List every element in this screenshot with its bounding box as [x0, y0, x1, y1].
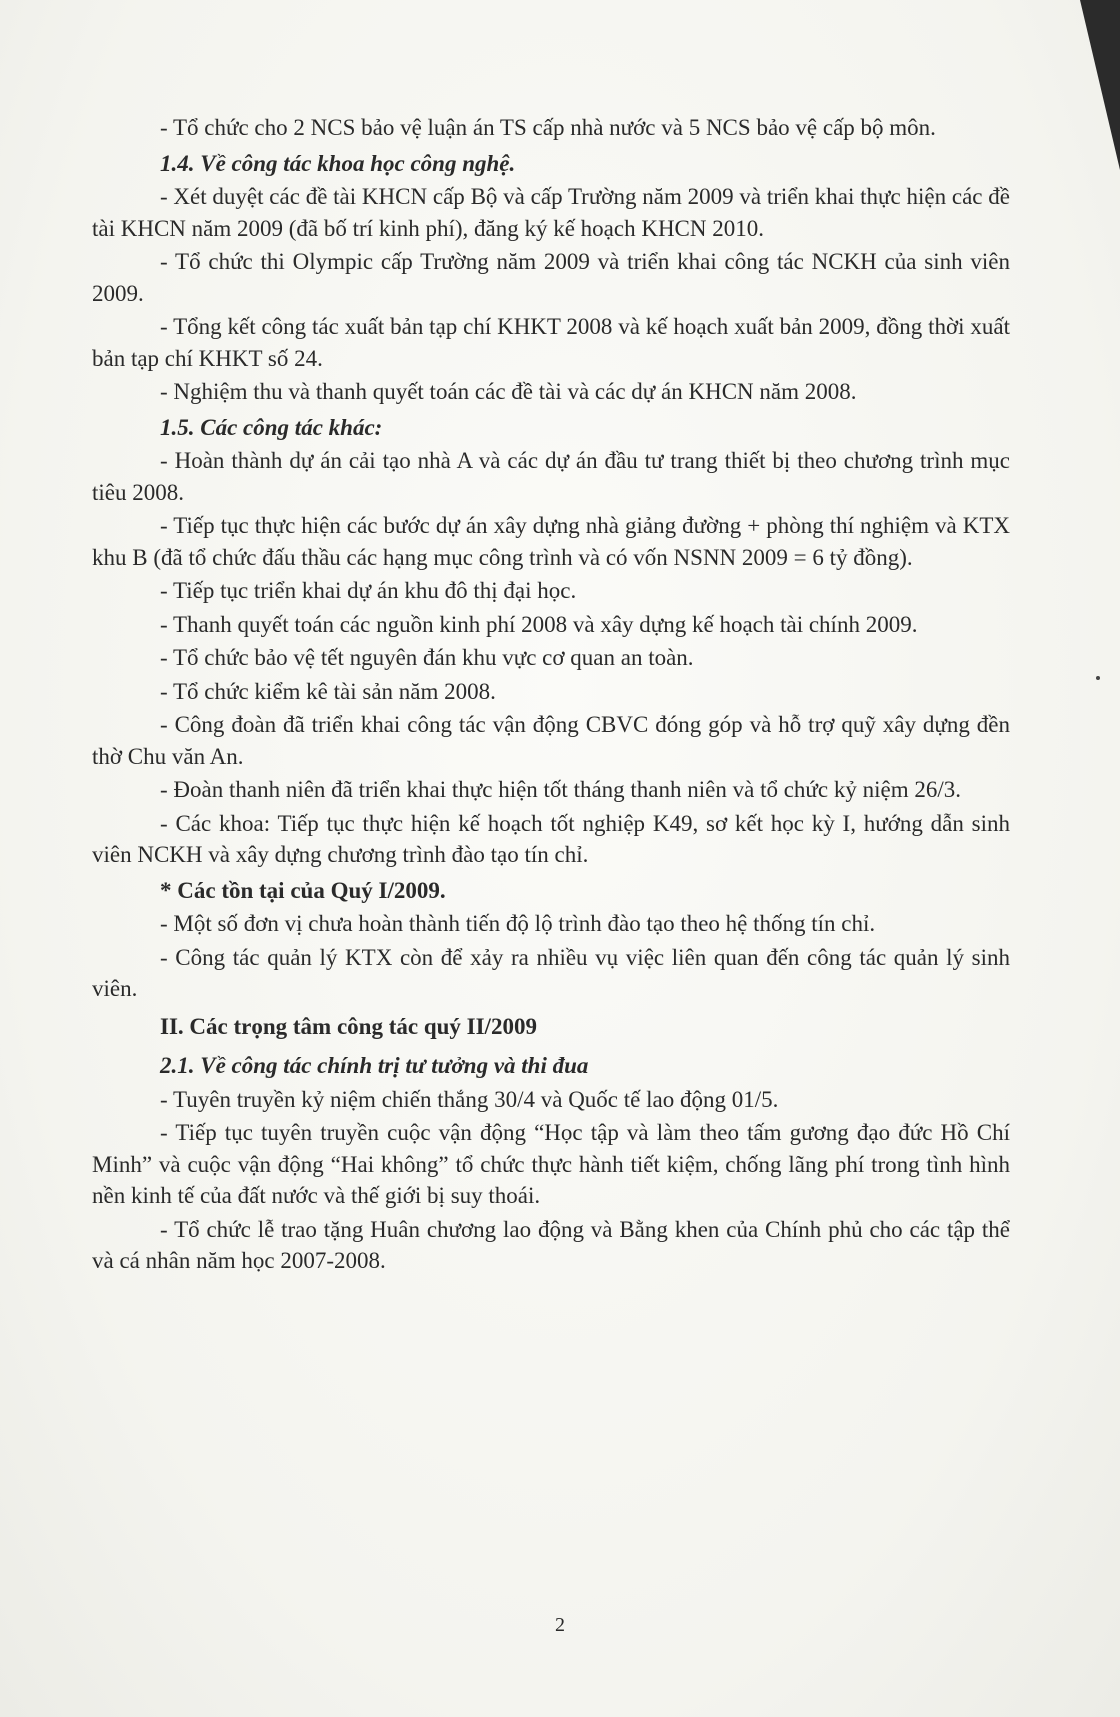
paragraph: - Tổ chức lễ trao tặng Huân chương lao động và Bằng khen của Chính phủ cho các tập thể và cá nhân năm học 2007-2008.	[92, 1216, 1010, 1273]
paragraph: - Xét duyệt các đề tài KHCN cấp Bộ và cấp Trường năm 2009 và triển khai thực hiện các đề tài KHCN năm 2009 (đã bố trí kinh phí), đăng ký kế hoạch KHCN 2010.	[92, 184, 1010, 241]
section-heading-1-5: 1.5. Các công tác khác:	[160, 414, 383, 440]
section-heading-1-4: 1.4. Về công tác khoa học công nghệ.	[160, 150, 516, 176]
paragraph: - Tổng kết công tác xuất bản tạp chí KHKT 2008 và kế hoạch xuất bản 2009, đồng thời xuất bản tạp chí KHKT số 24.	[92, 314, 1010, 371]
paragraph: - Hoàn thành dự án cải tạo nhà A và các dự án đầu tư trang thiết bị theo chương trình mục tiêu 2008.	[92, 448, 1010, 505]
paragraph: - Một số đơn vị chưa hoàn thành tiến độ lộ trình đào tạo theo hệ thống tín chỉ.	[160, 911, 876, 936]
paragraph: - Các khoa: Tiếp tục thực hiện kế hoạch tốt nghiệp K49, sơ kết học kỳ I, hướng dẫn sinh viên NCKH và xây dựng chương trình đào tạo tín chỉ.	[92, 810, 1010, 867]
paragraph: - Tổ chức bảo vệ tết nguyên đán khu vực cơ quan an toàn.	[160, 645, 694, 670]
paragraph: - Nghiệm thu và thanh quyết toán các đề tài và các dự án KHCN năm 2008.	[160, 379, 857, 404]
paragraph: - Đoàn thanh niên đã triển khai thực hiện tốt tháng thanh niên và tổ chức kỷ niệm 26/3.	[160, 777, 961, 802]
paragraph: - Tổ chức thi Olympic cấp Trường năm 2009 và triển khai công tác NCKH của sinh viên 2009.	[92, 249, 1010, 306]
section-heading-ii: II. Các trọng tâm công tác quý II/2009	[160, 1013, 537, 1039]
paragraph: - Công tác quản lý KTX còn để xảy ra nhiều vụ việc liên quan đến công tác quản lý sinh viên.	[92, 944, 1010, 1001]
paragraph: - Công đoàn đã triển khai công tác vận động CBVC đóng góp và hỗ trợ quỹ xây dựng đền thờ Chu văn An.	[92, 712, 1010, 769]
paragraph: - Thanh quyết toán các nguồn kinh phí 2008 và xây dựng kế hoạch tài chính 2009.	[160, 611, 918, 637]
paragraph: - Tiếp tục triển khai dự án khu đô thị đại học.	[160, 578, 577, 603]
paragraph: - Tuyên truyền kỷ niệm chiến thắng 30/4 và Quốc tế lao động 01/5.	[160, 1086, 779, 1112]
page-body	[92, 112, 1010, 1279]
paragraph: - Tiếp tục tuyên truyền cuộc vận động “Học tập và làm theo tấm gương đạo đức Hồ Chí Minh” và cuộc vận động “Hai không” tổ chức thực hành tiết kiệm, chống lãng phí trong tình hình nền kinh tế của đất nước và thế giới bị suy thoái.	[92, 1120, 1010, 1208]
issues-heading: * Các tồn tại của Quý I/2009.	[160, 877, 446, 903]
paragraph: - Tổ chức kiểm kê tài sản năm 2008.	[160, 678, 496, 704]
paragraph: - Tiếp tục thực hiện các bước dự án xây dựng nhà giảng đường + phòng thí nghiệm và KTX khu B (đã tổ chức đấu thầu các hạng mục công trình và có vốn NSNN 2009 = 6 tỷ đồng).	[92, 513, 1010, 570]
page-number: 2	[555, 1614, 565, 1636]
scan-corner-shadow	[1080, 0, 1120, 170]
scan-speck	[1096, 676, 1100, 680]
section-heading-2-1: 2.1. Về công tác chính trị tư tưởng và thi đua	[160, 1053, 589, 1078]
paragraph: - Tổ chức cho 2 NCS bảo vệ luận án TS cấp nhà nước và 5 NCS bảo vệ cấp bộ môn.	[160, 115, 936, 140]
